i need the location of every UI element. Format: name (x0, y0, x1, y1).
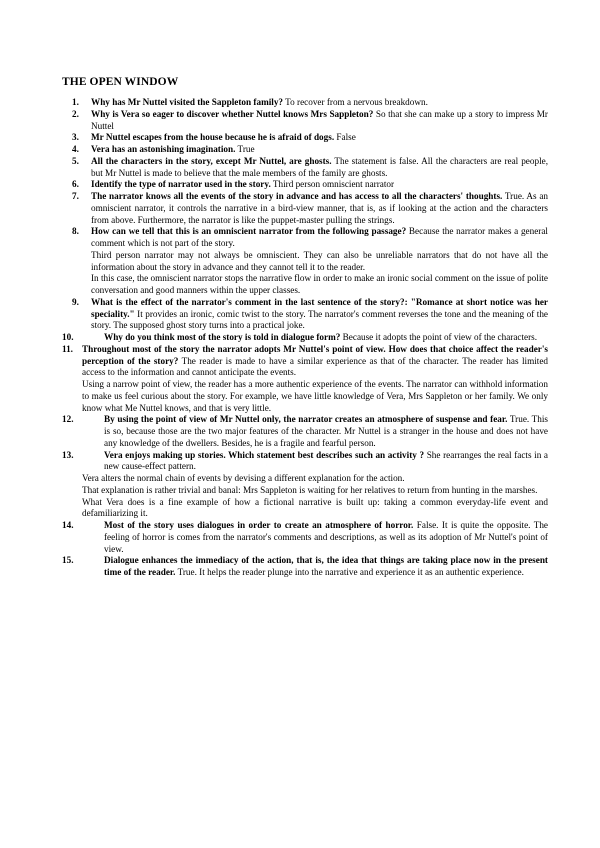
question-text: Throughout most of the story the narrator adopts Mr Nuttel's point of view. How does that choice affect the reader's perception of the story? (82, 343, 548, 366)
question-text: Most of the story uses dialogues in order to create an atmosphere of horror. (104, 520, 414, 530)
answer-paragraph: Third person narrator may not always be omniscient. They can also be unreliable narrators that do not have all the information about the story in advance and they cannot tell it to the reader. (91, 249, 548, 272)
question-number: 3. (72, 132, 79, 143)
question-number: 1. (72, 97, 79, 107)
document-title: THE OPEN WINDOW (62, 76, 179, 88)
answer-text: So that she can make up a story to impress Mr Nuttel (91, 108, 548, 131)
question-number: 2. (72, 108, 79, 119)
question-number: 8. (72, 226, 79, 237)
answer-paragraph: What Vera does is a fine example of how a fictional narrative is built up: taking a common everyday-life event and defamiliarizing it. (82, 496, 548, 519)
question-number: 7. (72, 191, 79, 201)
question-text: The narrator knows all the events of the story in advance and has access to all the characters' thoughts. (91, 191, 503, 201)
question-item (0, 132, 600, 144)
answer-paragraph: Using a narrow point of view, the reader has a more authentic experience of the events. The narrator can withhold information to make us feel curious about the story. For example, we have little knowledge of Vera, Mrs Sappleton or her family. We only know what Me Nuttel knows, and that is very little. (82, 379, 548, 413)
answer-text: The reader is made to have a similar experience as that of the character. The reader has limited access to the information and cannot anticipate the events. (82, 355, 548, 378)
answer-text: It provides an ironic, comic twist to the story. The narrator's comment reverses the tone and the meaning of the story. The supposed ghost story turns into a practical joke. (91, 308, 548, 331)
question-item (0, 297, 600, 332)
question-number: 5. (72, 155, 79, 166)
answer-text: The statement is false. All the characters are real people, but Mr Nuttel is made to believe that the male members of the family are ghosts. (91, 155, 548, 178)
question-item (0, 144, 600, 156)
question-text: All the characters in the story, except Mr Nuttel, are ghosts. (91, 155, 332, 166)
question-text: How can we tell that this is an omniscient narrator from the following passage? (91, 226, 407, 237)
answer-paragraph: In this case, the omniscient narrator stops the narrative flow in order to make an ironic social comment on the issue of polite conversation and good manners within the upper classes. (91, 273, 548, 295)
answer-paragraph: Vera alters the normal chain of events by devising a different explanation for the action. (82, 473, 405, 483)
question-number: 13. (62, 449, 74, 460)
question-item (0, 555, 600, 579)
question-text: Vera enjoys making up stories. Which statement best describes such an activity ? (104, 449, 425, 460)
question-number: 9. (72, 296, 79, 307)
question-text: Why is Vera so eager to discover whether Nuttel knows Mrs Sappleton? (91, 108, 374, 119)
question-text: Vera has an astonishing imagination. (91, 144, 236, 154)
question-text: Mr Nuttel escapes from the house because he is afraid of dogs. (91, 132, 335, 143)
question-item (0, 332, 600, 344)
answer-paragraph: That explanation is rather trivial and banal: Mrs Sappleton is waiting for her relatives to return from hunting in the marshes. (82, 484, 538, 495)
answer-text: True. It helps the reader plunge into the narrative and experience it as an authentic experience. (175, 567, 524, 577)
answer-text: False (334, 132, 356, 143)
question-text: Why has Mr Nuttel visited the Sappleton family? (91, 97, 284, 107)
question-text: Dialogue enhances the immediacy of the action, that is, the idea that things are taking place now in the present time of the reader. (104, 555, 548, 577)
answer-text: True. As an omniscient narrator, it controls the narrative in a bird-view manner, that is, as if looking at the action and the characters from above. Furthermore, the narrator is like the puppet-master pulling the strings. (91, 191, 548, 225)
answer-text: To recover from a nervous breakdown. (283, 97, 428, 107)
answer-text: True (235, 144, 255, 154)
question-item (0, 97, 600, 109)
question-number: 10. (62, 332, 74, 342)
answer-text: True. This is so, because those are the two major features of the character. Mr Nuttel is a stranger in the house and does not have any knowledge of the dwellers. Besides, he is a fragile and fearful person. (104, 414, 548, 448)
answer-text: False. It is quite the opposite. The feeling of horror is comes from the narrator's comments and descriptions, as well as its adoption of Mr Nuttel's point of view. (104, 520, 548, 554)
question-number: 14. (62, 520, 74, 530)
question-text: Identify the type of narrator used in the story. (91, 179, 271, 190)
question-list (0, 97, 600, 579)
answer-text: Third person omniscient narrator (270, 179, 395, 190)
question-number: 4. (72, 144, 79, 154)
question-item (0, 344, 600, 415)
answer-text: Because the narrator makes a general comment which is not part of the story. (91, 226, 548, 248)
question-text: Why do you think most of the story is told in dialogue form? (104, 332, 341, 342)
answer-text: She rearranges the real facts in a new cause-effect pattern. (104, 449, 549, 472)
question-item (0, 179, 600, 191)
question-number: 15. (62, 555, 74, 566)
question-item (0, 191, 600, 226)
question-text: What is the effect of the narrator's comment in the last sentence of the story?: "Romance at short notice was her speciality." (91, 296, 548, 319)
question-item (0, 226, 600, 297)
question-item (0, 520, 600, 555)
question-item (0, 414, 600, 449)
question-text: By using the point of view of Mr Nuttel only, the narrator creates an atmosphere of suspense and fear. (104, 414, 508, 425)
question-item (0, 450, 600, 521)
question-number: 6. (72, 179, 79, 190)
question-number: 12. (62, 414, 74, 425)
question-item (0, 109, 600, 133)
question-item (0, 156, 600, 180)
question-number: 11. (62, 343, 73, 354)
answer-text: Because it adopts the point of view of the characters. (340, 332, 538, 342)
